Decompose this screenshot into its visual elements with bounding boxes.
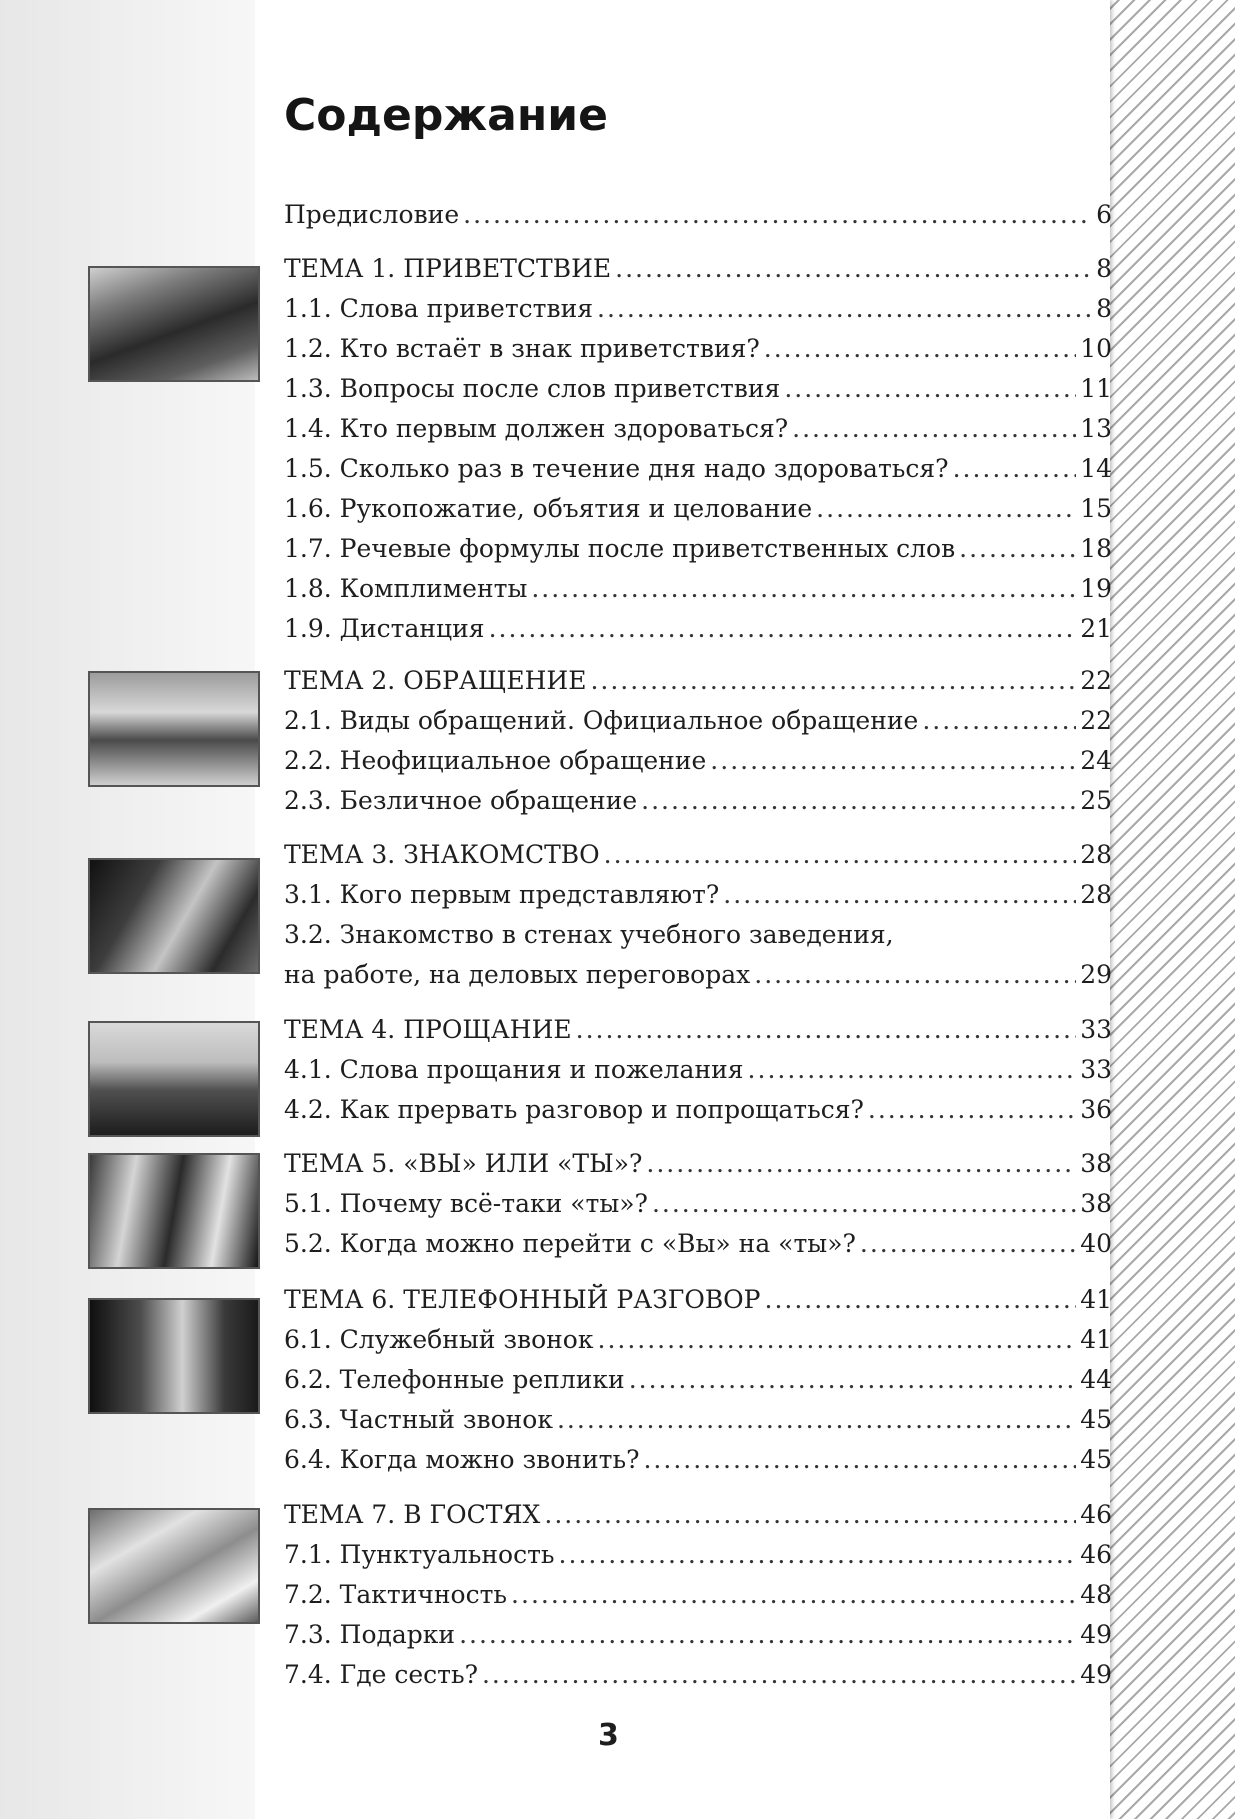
toc-entry xyxy=(284,1227,1112,1261)
leader-dots xyxy=(754,958,1076,992)
toc-entry-page: 29 xyxy=(1080,960,1112,989)
leader-dots xyxy=(643,1443,1076,1477)
toc-entry-page: 49 xyxy=(1080,1660,1112,1689)
toc-entry-title: 7.4. Где сесть? xyxy=(284,1660,478,1689)
leader-dots xyxy=(597,292,1092,326)
toc-entry-title: ТЕМА 4. ПРОЩАНИЕ xyxy=(284,1015,572,1044)
toc-entry-title: 6.2. Телефонные реплики xyxy=(284,1365,625,1394)
leader-dots xyxy=(860,1227,1076,1261)
address-photo xyxy=(88,671,260,787)
toc-entry xyxy=(284,1403,1112,1437)
toc-entry xyxy=(284,744,1112,778)
toc-entry-page: 15 xyxy=(1080,494,1112,523)
toc-entry-title: 3.2. Знакомство в стенах учебного заведения, xyxy=(284,920,894,949)
leader-dots xyxy=(615,252,1092,286)
toc-entry-page: 38 xyxy=(1080,1189,1112,1218)
leader-dots xyxy=(489,612,1077,646)
toc-entry-title: 2.2. Неофициальное обращение xyxy=(284,746,707,775)
leader-dots xyxy=(463,198,1092,232)
toc-entry xyxy=(284,572,1112,606)
toc-entry xyxy=(284,452,1112,486)
toc-entry-title: 1.4. Кто первым должен здороваться? xyxy=(284,414,789,443)
toc-entry-page: 24 xyxy=(1080,746,1112,775)
leader-dots xyxy=(590,664,1076,698)
toc-entry-title: ТЕМА 2. ОБРАЩЕНИЕ xyxy=(284,666,587,695)
toc-entry-page: 46 xyxy=(1080,1540,1112,1569)
leader-dots xyxy=(959,532,1076,566)
leader-dots xyxy=(652,1187,1076,1221)
toc-entry-page: 21 xyxy=(1080,614,1112,643)
toc-entry xyxy=(284,532,1112,566)
leader-dots xyxy=(765,1283,1077,1317)
toc-entry-title: на работе, на деловых переговорах xyxy=(284,960,751,989)
leader-dots xyxy=(723,878,1076,912)
toc-entry-page: 36 xyxy=(1080,1095,1112,1124)
toc-entry-page: 22 xyxy=(1080,666,1112,695)
toc-entry-page: 49 xyxy=(1080,1620,1112,1649)
toc-entry xyxy=(284,1498,1112,1532)
toc-entry xyxy=(284,878,1112,912)
toc-entry xyxy=(284,1658,1112,1692)
toc-entry-title: Предисловие xyxy=(284,200,460,229)
toc-entry xyxy=(284,1187,1112,1221)
toc-entry xyxy=(284,1618,1112,1652)
toc-entry-title: ТЕМА 6. ТЕЛЕФОННЫЙ РАЗГОВОР xyxy=(284,1285,761,1314)
toc-entry-title: 1.2. Кто встаёт в знак приветствия? xyxy=(284,334,760,363)
leader-dots xyxy=(784,372,1076,406)
toc-entry-page: 33 xyxy=(1080,1015,1112,1044)
toc-entry-page: 44 xyxy=(1080,1365,1112,1394)
leader-dots xyxy=(646,1147,1076,1181)
toc-entry-title: 6.4. Когда можно звонить? xyxy=(284,1445,640,1474)
toc-entry xyxy=(284,838,1112,872)
toc-entry xyxy=(284,1283,1112,1317)
toc-entry xyxy=(284,492,1112,526)
toc-entry-page: 41 xyxy=(1080,1285,1112,1314)
leader-dots xyxy=(953,452,1077,486)
toc-entry-title: 3.1. Кого первым представляют? xyxy=(284,880,720,909)
toc-entry-title: 1.3. Вопросы после слов приветствия xyxy=(284,374,781,403)
toc-entry-page: 45 xyxy=(1080,1445,1112,1474)
leader-dots xyxy=(629,1363,1077,1397)
toc-entry-title: 2.3. Безличное обращение xyxy=(284,786,638,815)
page-number: 3 xyxy=(598,1718,619,1753)
visiting-photo xyxy=(88,1508,260,1624)
toc-entry-title: 2.1. Виды обращений. Официальное обращение xyxy=(284,706,919,735)
toc-entry xyxy=(284,292,1112,326)
toc-entry xyxy=(284,1147,1112,1181)
toc-entry xyxy=(284,332,1112,366)
toc-entry-title: 1.6. Рукопожатие, объятия и целование xyxy=(284,494,813,523)
toc-entry xyxy=(284,198,1112,232)
toc-entry-title: 1.7. Речевые формулы после приветственных слов xyxy=(284,534,956,563)
toc-entry xyxy=(284,1093,1112,1127)
toc-entry xyxy=(284,1323,1112,1357)
toc-entry-page: 33 xyxy=(1080,1055,1112,1084)
toc-entry-page: 40 xyxy=(1080,1229,1112,1258)
toc-entry xyxy=(284,1013,1112,1047)
toc-entry xyxy=(284,1443,1112,1477)
toc-entry-page: 28 xyxy=(1080,880,1112,909)
leader-dots xyxy=(792,412,1076,446)
leader-dots xyxy=(748,1053,1077,1087)
toc-entry-page: 14 xyxy=(1080,454,1112,483)
toc-entry-page: 46 xyxy=(1080,1500,1112,1529)
toc-entry-page: 22 xyxy=(1080,706,1112,735)
toc-entry xyxy=(284,918,1112,952)
toc-entry-title: 1.8. Комплименты xyxy=(284,574,528,603)
leader-dots xyxy=(922,704,1076,738)
leader-dots xyxy=(576,1013,1077,1047)
toc-entry-title: 4.2. Как прервать разговор и попрощаться? xyxy=(284,1095,864,1124)
toc-entry-page: 8 xyxy=(1096,254,1112,283)
toc-entry-title: ТЕМА 7. В ГОСТЯХ xyxy=(284,1500,541,1529)
toc-entry xyxy=(284,784,1112,818)
farewell-photo xyxy=(88,1021,260,1137)
toc-entry xyxy=(284,664,1112,698)
leader-dots xyxy=(710,744,1076,778)
toc-entry-title: 5.1. Почему всё-таки «ты»? xyxy=(284,1189,648,1218)
toc-entry xyxy=(284,1363,1112,1397)
toc-entry xyxy=(284,612,1112,646)
toc-entry-title: 6.1. Служебный звонок xyxy=(284,1325,594,1354)
toc-entry xyxy=(284,372,1112,406)
toc-entry xyxy=(284,958,1112,992)
toc-entry-page: 13 xyxy=(1080,414,1112,443)
toc-entry-title: 1.1. Слова приветствия xyxy=(284,294,594,323)
toc-entry xyxy=(284,412,1112,446)
toc-entry-page: 38 xyxy=(1080,1149,1112,1178)
toc-entry xyxy=(284,1053,1112,1087)
leader-dots xyxy=(764,332,1076,366)
toc-entry xyxy=(284,704,1112,738)
leader-dots xyxy=(531,572,1076,606)
toc-entry xyxy=(284,1578,1112,1612)
toc-entry-title: 7.1. Пунктуальность xyxy=(284,1540,555,1569)
toc-entry xyxy=(284,252,1112,286)
toc-entry-page: 45 xyxy=(1080,1405,1112,1434)
leader-dots xyxy=(511,1578,1076,1612)
toc-entry-page: 8 xyxy=(1096,294,1112,323)
toc-entry-title: ТЕМА 1. ПРИВЕТСТВИЕ xyxy=(284,254,612,283)
toc-entry-title: ТЕМА 3. ЗНАКОМСТВО xyxy=(284,840,600,869)
leader-dots xyxy=(598,1323,1077,1357)
toc-entry-title: 6.3. Частный звонок xyxy=(284,1405,553,1434)
leader-dots xyxy=(604,838,1077,872)
toc-entry-page: 11 xyxy=(1080,374,1112,403)
toc-entry-title: 7.3. Подарки xyxy=(284,1620,456,1649)
toc-entry-page: 6 xyxy=(1096,200,1112,229)
leader-dots xyxy=(559,1538,1077,1572)
toc-entry-title: ТЕМА 5. «ВЫ» ИЛИ «ТЫ»? xyxy=(284,1149,643,1178)
acquaintance-photo xyxy=(88,858,260,974)
vy-ty-photo xyxy=(88,1153,260,1269)
leader-dots xyxy=(557,1403,1076,1437)
toc-entry-title: 1.5. Сколько раз в течение дня надо здороваться? xyxy=(284,454,949,483)
leader-dots xyxy=(868,1093,1076,1127)
phone-call-photo xyxy=(88,1298,260,1414)
toc-entry-title: 7.2. Тактичность xyxy=(284,1580,508,1609)
toc-entry-page: 10 xyxy=(1080,334,1112,363)
toc-entry-page: 48 xyxy=(1080,1580,1112,1609)
leader-dots xyxy=(641,784,1076,818)
greeting-photo xyxy=(88,266,260,382)
toc-entry-page: 41 xyxy=(1080,1325,1112,1354)
page-title: Содержание xyxy=(284,90,608,141)
leader-dots xyxy=(544,1498,1076,1532)
leader-dots xyxy=(459,1618,1076,1652)
toc-entry xyxy=(284,1538,1112,1572)
toc-entry-title: 4.1. Слова прощания и пожелания xyxy=(284,1055,744,1084)
toc-entry-title: 5.2. Когда можно перейти с «Вы» на «ты»? xyxy=(284,1229,856,1258)
leader-dots xyxy=(816,492,1076,526)
toc-entry-page: 19 xyxy=(1080,574,1112,603)
toc-entry-title: 1.9. Дистанция xyxy=(284,614,485,643)
toc-entry-page: 28 xyxy=(1080,840,1112,869)
toc-entry-page: 18 xyxy=(1080,534,1112,563)
leader-dots xyxy=(482,1658,1076,1692)
toc-entry-page: 25 xyxy=(1080,786,1112,815)
